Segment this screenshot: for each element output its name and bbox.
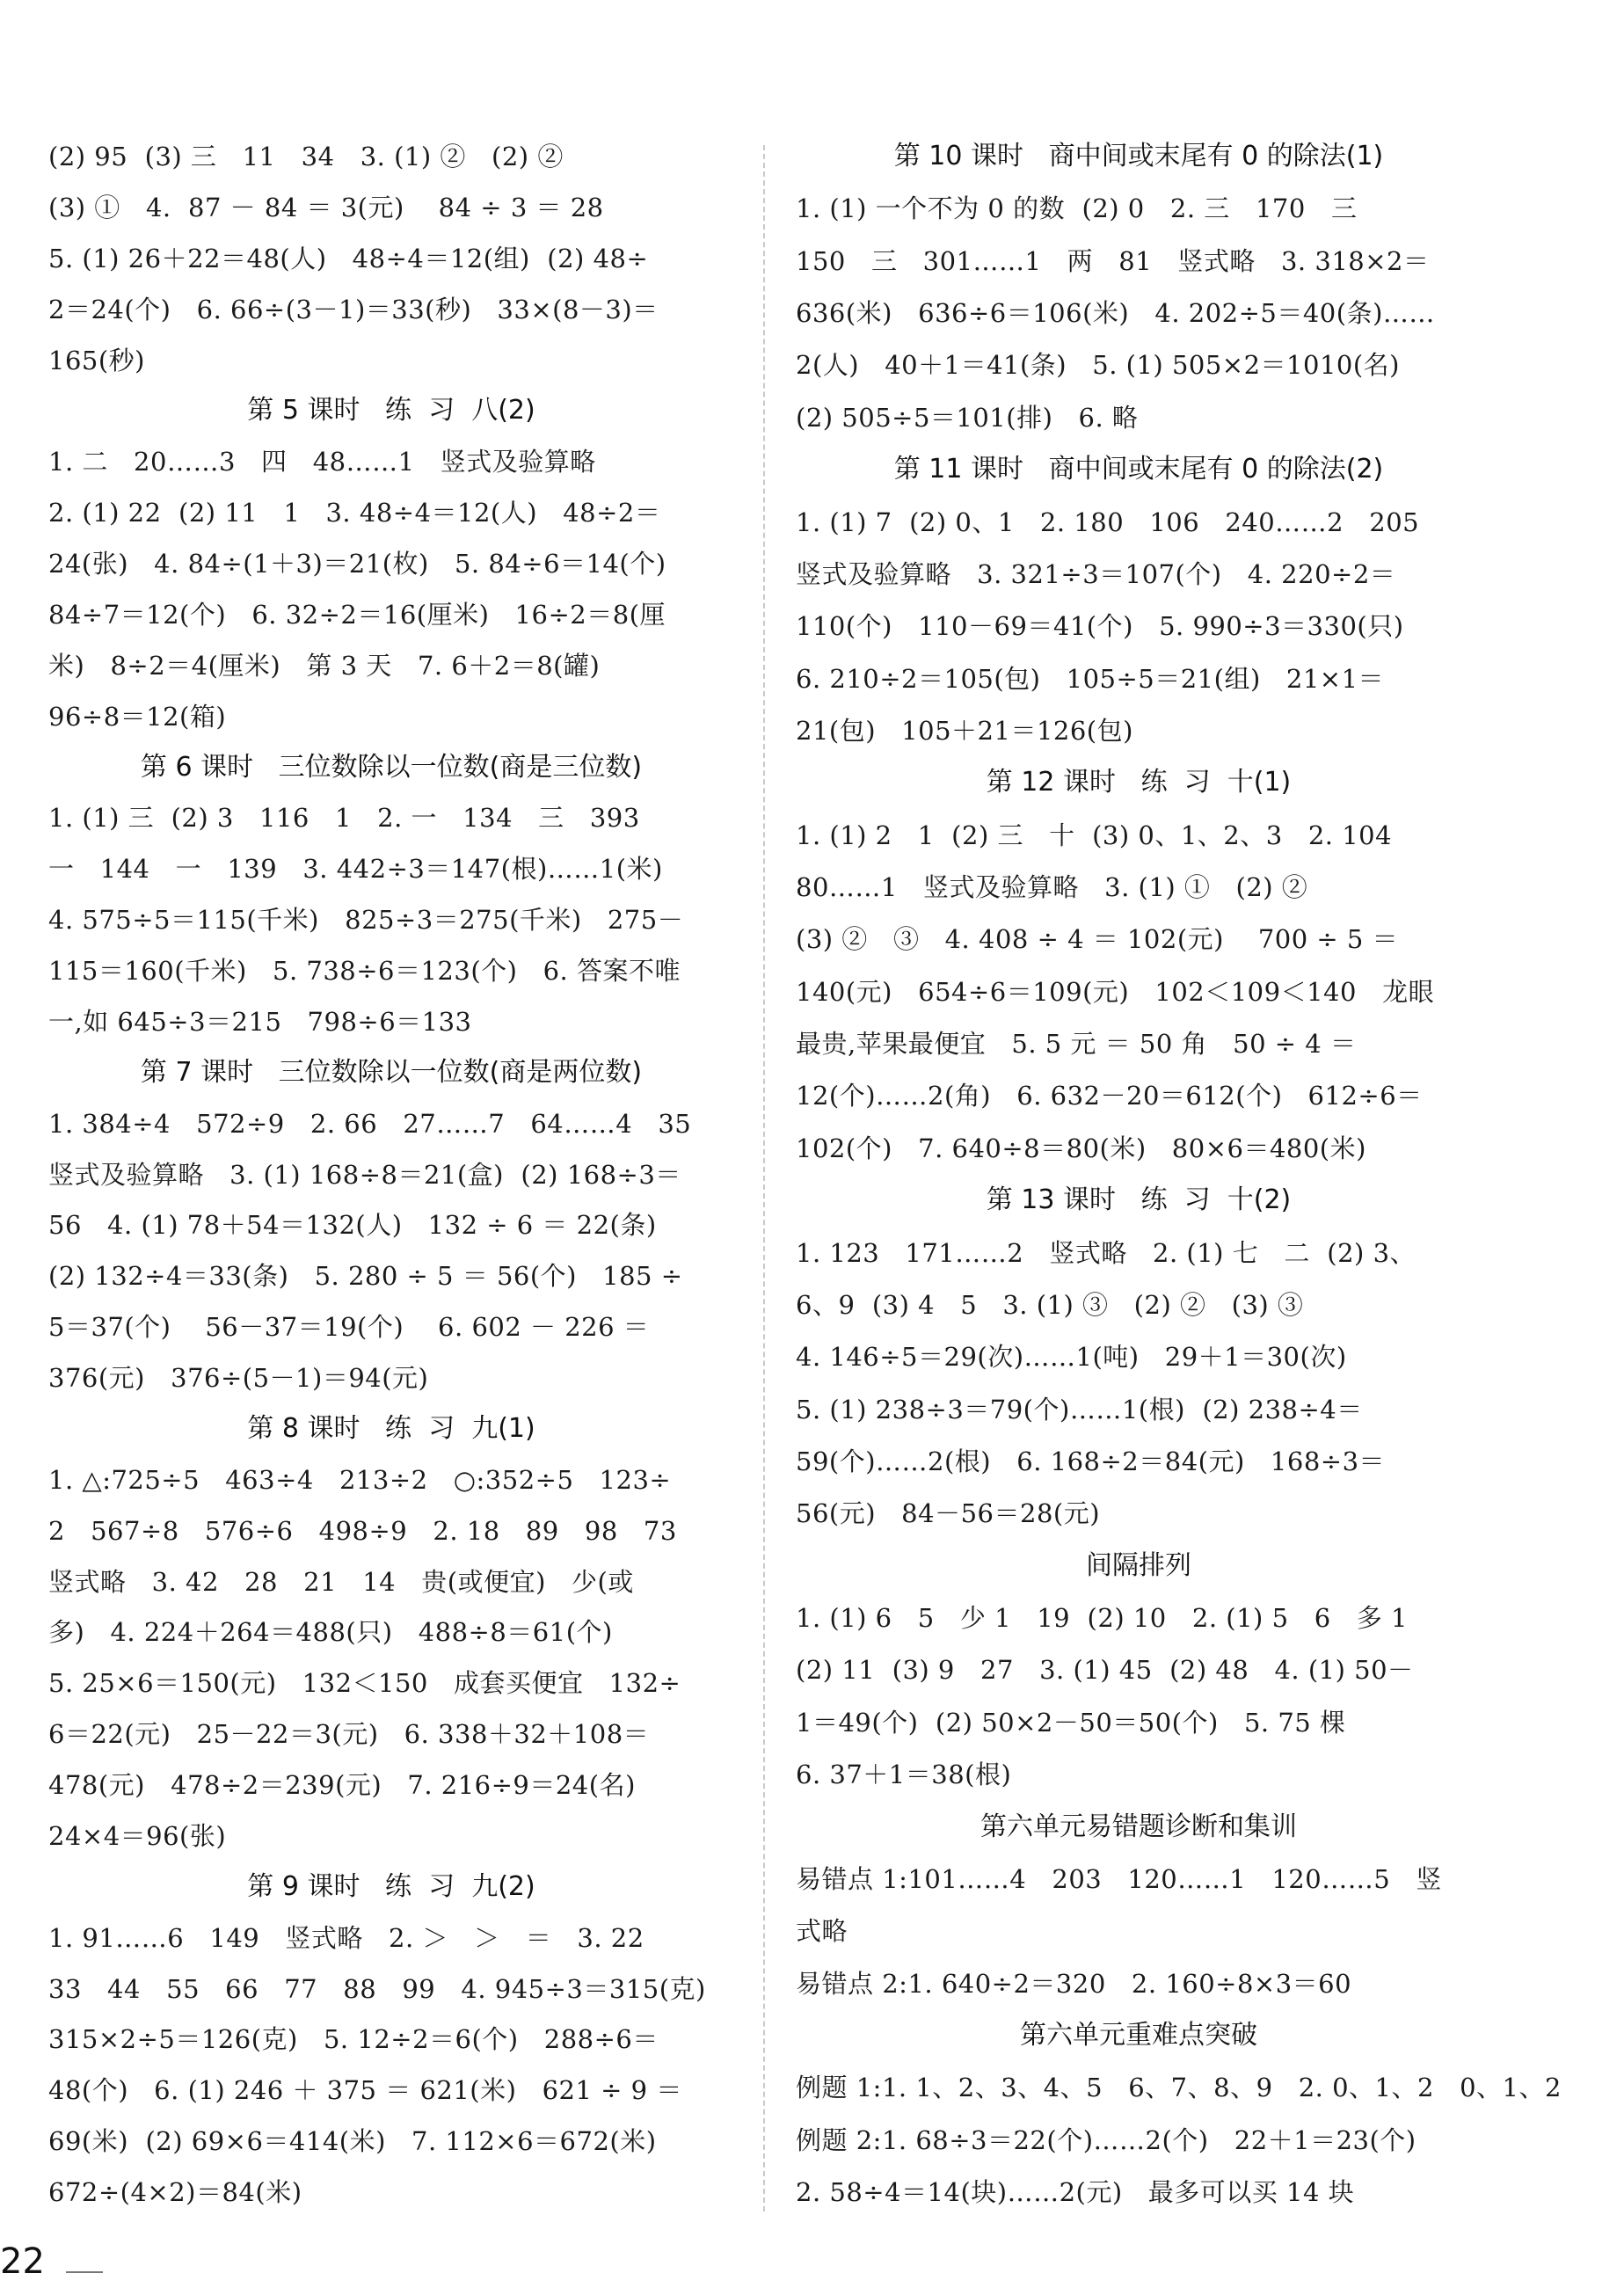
answer-line: 1. (1) 三 (2) 3 116 1 2. 一 134 三 393 [48,803,640,834]
answer-line: 102(个) 7. 640÷8＝80(米) 80×6＝480(米) [796,1133,1366,1163]
answer-line: (2) 505÷5＝101(排) 6. 略 [796,402,1139,433]
answer-line: 5. (1) 238÷3＝79(个)……1(根) (2) 238÷4＝ [796,1394,1363,1425]
answer-line: 5＝37(个) 56－37＝19(个) 6. 602 － 226 ＝ [48,1312,650,1343]
section-heading: 第 8 课时 练 习 九(1) [247,1412,535,1444]
section-heading: 第 11 课时 商中间或末尾有 0 的除法(2) [893,454,1384,485]
answer-line: 672÷(4×2)＝84(米) [48,2177,302,2207]
section-heading: 第六单元易错题诊断和集训 [980,1811,1297,1842]
answer-line: (3) ② ③ 4. 408 ÷ 4 ＝ 102(元) 700 ÷ 5 ＝ [796,924,1399,955]
answer-line: 式略 [796,1916,848,1947]
answer-line: 48(个) 6. (1) 246 ＋ 375 ＝ 621(米) 621 ÷ 9 ＝ [48,2075,682,2106]
answer-line: 2 567÷8 576÷6 498÷9 2. 18 89 98 73 [48,1515,677,1546]
answer-line: 315×2÷5＝126(克) 5. 12÷2＝6(个) 288÷6＝ [48,2024,659,2055]
answer-line: 1. 91……6 149 竖式略 2. ＞ ＞ ＝ 3. 22 [48,1922,645,1953]
answer-line: 115＝160(千米) 5. 738÷6＝123(个) 6. 答案不唯 [48,956,681,986]
answer-line: 多) 4. 224＋264＝488(只) 488÷8＝61(个) [48,1617,613,1648]
answer-line: 80……1 竖式及验算略 3. (1) ① (2) ② [796,872,1308,903]
answer-line: 165(秒) [48,345,145,375]
answer-line: 易错点 2:1. 640÷2＝320 2. 160÷8×3＝60 [796,1968,1352,1999]
answer-line: 5. 25×6＝150(元) 132＜150 成套买便宜 132÷ [48,1668,681,1699]
answer-line: 96÷8＝12(箱) [48,701,227,732]
section-heading: 第六单元重难点突破 [1020,2019,1257,2051]
answer-line: 376(元) 376÷(5－1)＝94(元) [48,1363,429,1393]
section-heading: 第 13 课时 练 习 十(2) [986,1184,1292,1216]
answer-line: 1. 384÷4 572÷9 2. 66 27……7 64……4 35 [48,1108,692,1139]
answer-line: 1. (1) 2 1 (2) 三 十 (3) 0、1、2、3 2. 104 [796,820,1393,850]
answer-line: 2. (1) 22 (2) 11 1 3. 48÷4＝12(人) 48÷2＝ [48,498,661,528]
answer-line: 56(元) 84－56＝28(元) [796,1498,1101,1529]
answer-line: 1＝49(个) (2) 50×2－50＝50(个) 5. 75 棵 [796,1707,1346,1738]
section-heading: 第 12 课时 练 习 十(1) [986,767,1292,798]
answer-line: 24×4＝96(张) [48,1820,227,1851]
answer-line: 12(个)……2(角) 6. 632－20＝612(个) 612÷6＝ [796,1081,1423,1111]
section-heading: 第 10 课时 商中间或末尾有 0 的除法(1) [893,141,1384,171]
answer-line: 1. (1) 7 (2) 0、1 2. 180 106 240……2 205 [796,506,1420,537]
answer-line: (2) 132÷4＝33(条) 5. 280 ÷ 5 ＝ 56(个) 185 ÷ [48,1261,683,1292]
answer-line: 69(米) (2) 69×6＝414(米) 7. 112×6＝672(米) [48,2126,657,2157]
answer-line: 米) 8÷2＝4(厘米) 第 3 天 7. 6＋2＝8(罐) [48,650,601,681]
page-number: 22 [0,2241,45,2282]
answer-line: 21(包) 105＋21＝126(包) [796,715,1133,746]
section-heading: 间隔排列 [1086,1549,1191,1581]
section-heading: 第 7 课时 三位数除以一位数(商是两位数) [140,1056,643,1088]
answer-line: (3) ① 4. 87 － 84 ＝ 3(元) 84 ÷ 3 ＝ 28 [48,192,604,222]
answer-line: 478(元) 478÷2＝239(元) 7. 216÷9＝24(名) [48,1770,636,1800]
section-heading: 第 9 课时 练 习 九(2) [247,1870,535,1902]
answer-line: 4. 575÷5＝115(千米) 825÷3＝275(千米) 275－ [48,905,684,936]
answer-line: 一,如 645÷3＝215 798÷6＝133 [48,1006,472,1037]
page-number-rule [66,2271,103,2273]
column-divider [763,145,765,2211]
right-column [796,132,1562,2218]
answer-line: (2) 11 (3) 9 27 3. (1) 45 (2) 48 4. (1) 50－ [796,1655,1414,1686]
answer-line: 1. 二 20……3 四 48……1 竖式及验算略 [48,447,596,477]
answer-line: 24(张) 4. 84÷(1＋3)＝21(枚) 5. 84÷6＝14(个) [48,549,666,579]
answer-line: 2. 58÷4＝14(块)……2(元) 最多可以买 14 块 [796,2177,1355,2208]
answer-line: 1. (1) 6 5 少 1 19 (2) 10 2. (1) 5 6 多 1 [796,1603,1408,1634]
answer-line: 一 144 一 139 3. 442÷3＝147(根)……1(米) [48,854,663,885]
answer-line: 例题 1:1. 1、2、3、4、5 6、7、8、9 2. 0、1、2 0、1、2 [796,2073,1562,2103]
answer-line: 59(个)……2(根) 6. 168÷2＝84(元) 168÷3＝ [796,1446,1386,1476]
answer-line: 6、9 (3) 4 5 3. (1) ③ (2) ② (3) ③ [796,1289,1304,1320]
answer-line: 1. (1) 一个不为 0 的数 (2) 0 2. 三 170 三 [796,193,1358,224]
answer-line: 1. △:725÷5 463÷4 213÷2 ○:352÷5 123÷ [48,1464,672,1495]
left-column [48,132,734,2218]
answer-line: 最贵,苹果最便宜 5. 5 元 ＝ 50 角 50 ÷ 4 ＝ [796,1029,1357,1060]
section-heading: 第 5 课时 练 习 八(2) [247,395,535,426]
answer-line: 竖式及验算略 3. (1) 168÷8＝21(盒) (2) 168÷3＝ [48,1159,681,1190]
answer-line: 例题 2:1. 68÷3＝22(个)……2(个) 22＋1＝23(个) [796,2124,1416,2155]
answer-line: 6. 37＋1＝38(根) [796,1760,1012,1790]
section-heading: 第 6 课时 三位数除以一位数(商是三位数) [140,751,643,783]
answer-line: 33 44 55 66 77 88 99 4. 945÷3＝315(克) [48,1973,706,2004]
answer-line: 2(人) 40＋1＝41(条) 5. (1) 505×2＝1010(名) [796,350,1400,381]
answer-line: 150 三 301……1 两 81 竖式略 3. 318×2＝ [796,245,1430,276]
answer-line: (2) 95 (3) 三 11 34 3. (1) ② (2) ② [48,142,564,171]
answer-line: 1. 123 171……2 竖式略 2. (1) 七 二 (2) 3、 [796,1237,1416,1268]
answer-line: 竖式略 3. 42 28 21 14 贵(或便宜) 少(或 [48,1566,634,1597]
answer-line: 6＝22(元) 25－22＝3(元) 6. 338＋32＋108＝ [48,1719,650,1750]
answer-line: 140(元) 654÷6＝109(元) 102＜109＜140 龙眼 [796,976,1435,1007]
answer-line: 56 4. (1) 78＋54＝132(人) 132 ÷ 6 ＝ 22(条) [48,1210,657,1241]
answer-line: 6. 210÷2＝105(包) 105÷5＝21(组) 21×1＝ [796,663,1385,694]
answer-line: 636(米) 636÷6＝106(米) 4. 202÷5＝40(条)…… [796,298,1435,329]
answer-line: 110(个) 110－69＝41(个) 5. 990÷3＝330(只) [796,611,1404,642]
answer-line: 4. 146÷5＝29(次)……1(吨) 29＋1＝30(次) [796,1342,1347,1373]
answer-line: 84÷7＝12(个) 6. 32÷2＝16(厘米) 16÷2＝8(厘 [48,599,666,630]
answer-line: 2＝24(个) 6. 66÷(3－1)＝33(秒) 33×(8－3)＝ [48,294,659,324]
answer-line: 5. (1) 26＋22＝48(人) 48÷4＝12(组) (2) 48÷ [48,243,649,273]
answer-line: 竖式及验算略 3. 321÷3＝107(个) 4. 220÷2＝ [796,558,1396,589]
answer-line: 易错点 1:101……4 203 120……1 120……5 竖 [796,1863,1442,1894]
